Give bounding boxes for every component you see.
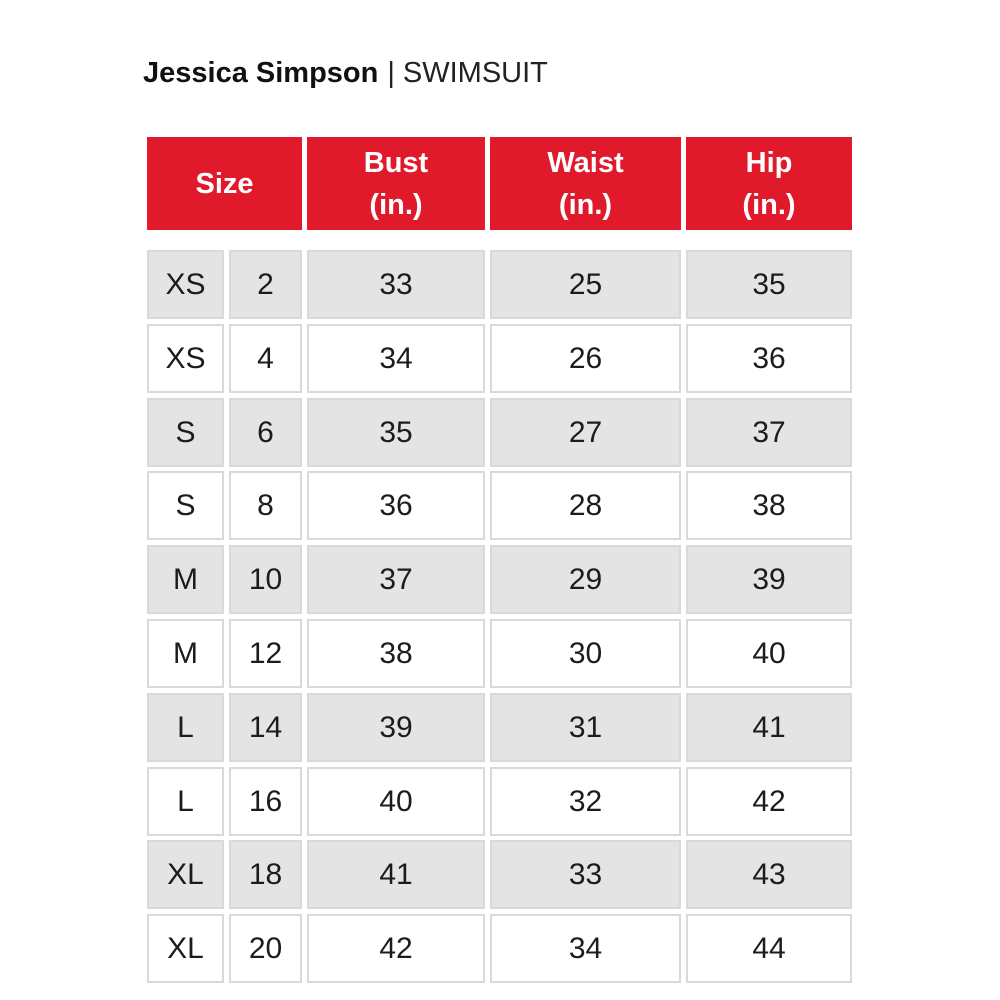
header-size-label: Size [195, 167, 254, 200]
waist-value-cell: 34 [490, 914, 681, 983]
size-number-cell: 14 [229, 693, 302, 762]
size-number-cell: 18 [229, 840, 302, 909]
size-number-cell: 4 [229, 324, 302, 393]
size-letter-cell: XL [147, 840, 224, 909]
waist-value-cell: 27 [490, 398, 681, 467]
header-bust-label: Bust [363, 146, 429, 179]
hip-value-cell: 39 [686, 545, 852, 614]
size-number-cell: 12 [229, 619, 302, 688]
hip-value-cell: 43 [686, 840, 852, 909]
header-waist-unit: (in.) [558, 188, 613, 221]
waist-value-cell: 28 [490, 471, 681, 540]
bust-value-cell: 39 [307, 693, 485, 762]
hip-value-cell: 36 [686, 324, 852, 393]
hip-value-cell: 42 [686, 767, 852, 836]
bust-value-cell: 40 [307, 767, 485, 836]
bust-value-cell: 34 [307, 324, 485, 393]
size-letter-cell: L [147, 693, 224, 762]
size-letter-cell: XS [147, 250, 224, 319]
waist-value-cell: 29 [490, 545, 681, 614]
waist-value-cell: 31 [490, 693, 681, 762]
bust-value-cell: 33 [307, 250, 485, 319]
waist-value-cell: 25 [490, 250, 681, 319]
size-number-cell: 6 [229, 398, 302, 467]
hip-value-cell: 37 [686, 398, 852, 467]
size-letter-cell: XS [147, 324, 224, 393]
header-bust-unit: (in.) [369, 188, 423, 221]
size-number-cell: 10 [229, 545, 302, 614]
waist-value-cell: 32 [490, 767, 681, 836]
hip-value-cell: 44 [686, 914, 852, 983]
hip-value-cell: 41 [686, 693, 852, 762]
size-letter-cell: S [147, 471, 224, 540]
hip-value-cell: 38 [686, 471, 852, 540]
waist-value-cell: 26 [490, 324, 681, 393]
header-hip-unit: (in.) [742, 188, 796, 221]
size-number-cell: 2 [229, 250, 302, 319]
size-letter-cell: XL [147, 914, 224, 983]
bust-value-cell: 37 [307, 545, 485, 614]
size-letter-cell: M [147, 545, 224, 614]
size-number-cell: 16 [229, 767, 302, 836]
brand-name: Jessica Simpson [143, 57, 379, 89]
bust-value-cell: 35 [307, 398, 485, 467]
bust-value-cell: 36 [307, 471, 485, 540]
header-hip-label: Hip [745, 146, 793, 179]
hip-value-cell: 40 [686, 619, 852, 688]
bust-value-cell: 38 [307, 619, 485, 688]
size-letter-cell: M [147, 619, 224, 688]
size-number-cell: 8 [229, 471, 302, 540]
size-letter-cell: S [147, 398, 224, 467]
header-waist-label: Waist [547, 146, 624, 179]
size-letter-cell: L [147, 767, 224, 836]
title-separator: | [387, 57, 395, 89]
bust-value-cell: 42 [307, 914, 485, 983]
bust-value-cell: 41 [307, 840, 485, 909]
size-number-cell: 20 [229, 914, 302, 983]
hip-value-cell: 35 [686, 250, 852, 319]
product-name: SWIMSUIT [402, 57, 548, 89]
waist-value-cell: 30 [490, 619, 681, 688]
waist-value-cell: 33 [490, 840, 681, 909]
